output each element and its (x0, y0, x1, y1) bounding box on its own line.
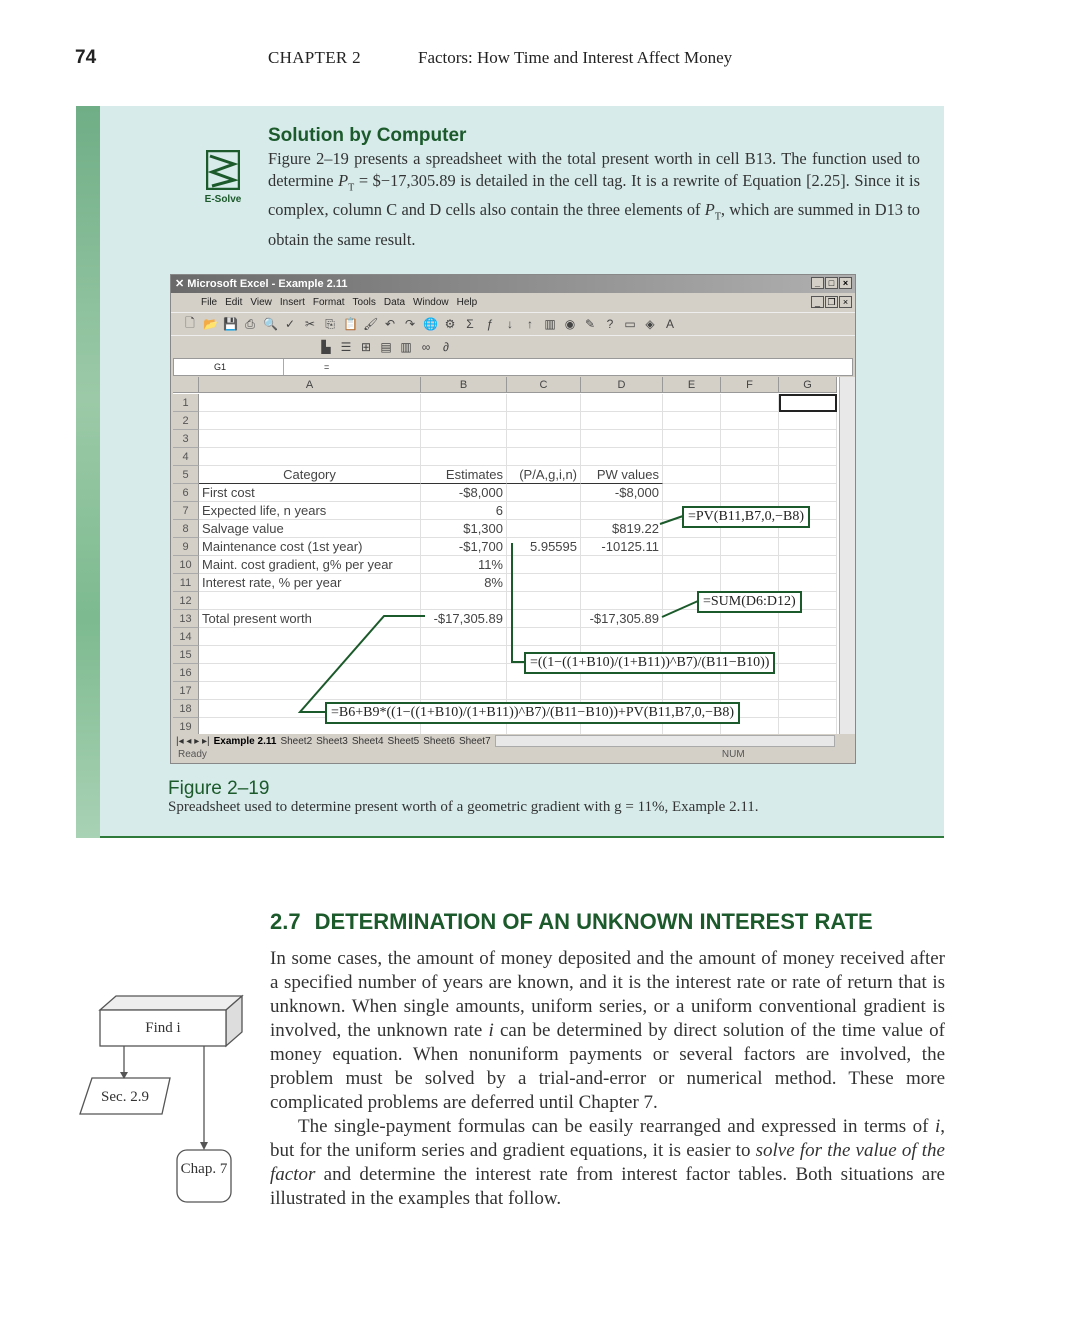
text-run: P (704, 200, 715, 220)
open-icon[interactable]: 📂 (203, 317, 218, 331)
text-run: P (338, 171, 349, 190)
save-icon[interactable]: 💾 (223, 317, 238, 331)
grid-icon[interactable]: ⊞ (360, 340, 372, 354)
leader-sum (662, 601, 698, 617)
menu-insert[interactable]: Insert (279, 297, 305, 308)
section-heading (270, 909, 887, 935)
menu-file[interactable]: File (201, 297, 218, 308)
status-text: Ready (178, 749, 207, 760)
cell-tag-geometric: =((1−((1+B10)/(1+B11))^B7)/(B11−B10)) (524, 652, 775, 674)
sort-asc-icon[interactable]: ↓ (507, 317, 513, 331)
row-header[interactable]: 2 (173, 412, 199, 430)
row-header[interactable]: 9 (173, 538, 199, 556)
cell-tag-sum: =SUM(D6:D12) (697, 591, 802, 613)
chart-type-icon[interactable]: ▙ (321, 340, 331, 354)
web-icon[interactable]: ⚙ (444, 317, 456, 331)
row-header[interactable]: 4 (173, 448, 199, 466)
cell-a5[interactable]: Category (199, 466, 421, 484)
chart-wizard-icon[interactable]: ▥ (544, 317, 556, 331)
tab-sheet6[interactable]: Sheet6 (423, 735, 455, 747)
link-icon[interactable]: ∞ (421, 340, 431, 354)
column-header-e[interactable]: E (663, 377, 721, 393)
menu-edit[interactable]: Edit (225, 297, 243, 308)
sort-desc-icon[interactable]: ↑ (527, 317, 533, 331)
doc-close-button[interactable]: × (839, 296, 852, 308)
column-header-b[interactable]: B (421, 377, 507, 393)
row-header[interactable]: 14 (173, 628, 199, 646)
row-header[interactable]: 8 (173, 520, 199, 538)
cell-tag-pv: =PV(B11,B7,0,−B8) (682, 506, 810, 528)
print-preview-icon[interactable]: 🔍 (263, 317, 278, 331)
tab-example-2-11[interactable]: Example 2.11 (213, 735, 277, 747)
cell-a11[interactable]: Interest rate, % per year (199, 574, 421, 592)
paragraph (270, 947, 945, 1115)
paste-icon[interactable]: 📋 (343, 317, 358, 331)
leader-geo (512, 543, 525, 662)
cell-d6[interactable]: -$8,000 (581, 484, 663, 502)
tab-scroll-icons[interactable]: |◂ ◂ ▸ ▸| (176, 735, 210, 747)
unlink-icon[interactable]: ∂ (443, 340, 449, 354)
column-header-c[interactable]: C (507, 377, 581, 393)
text-run: = $−17,305.89 is detailed in the cell tag. It is a rewrite of Equation [2.25]. Since it is complex, column C and D cells also contain the three elements of (268, 171, 920, 220)
tab-sheet2[interactable]: Sheet2 (280, 735, 313, 747)
cell-b5[interactable]: Estimates (421, 466, 507, 484)
figure-caption: Spreadsheet used to determine present worth of a geometric gradient with g = 11%, Example 2.11. (168, 799, 759, 815)
menu-tools[interactable]: Tools (352, 297, 376, 308)
cell-b10[interactable]: 11% (421, 556, 507, 574)
cell-b6[interactable]: -$8,000 (421, 484, 507, 502)
cell-a10[interactable]: Maint. cost gradient, g% per year (199, 556, 421, 574)
text-run: i (488, 1020, 494, 1041)
page-number: 74 (75, 47, 97, 68)
cell-a9[interactable]: Maintenance cost (1st year) (199, 538, 421, 556)
flow-sec-2-9: Sec. 2.9 (101, 1089, 149, 1105)
copy-icon[interactable]: ⎘ (325, 316, 335, 331)
text-run: can be determined by direct solution of the time value of money equation. When nonuniform payments or several factors are involved, the problem must be solved by a trial-and-error or numerical method. These more complicated problems are deferred until Chapter 7. (270, 1020, 945, 1113)
text-run: , but for the uniform series and gradient equations, it is easier to (270, 1116, 945, 1161)
column-header-g[interactable]: G (779, 377, 837, 393)
help-icon[interactable]: ? (606, 317, 614, 331)
row-header[interactable]: 16 (173, 664, 199, 682)
column-header-d[interactable]: D (581, 377, 663, 393)
text-run: , which are summed in D13 to obtain the same result. (268, 200, 920, 249)
table-icon[interactable]: ▤ (380, 340, 392, 354)
leader-pv (660, 516, 683, 524)
text-run: i (934, 1116, 941, 1137)
doc-minimize-button[interactable]: _ (811, 296, 824, 308)
window-title: Microsoft Excel - Example 2.11 (187, 278, 348, 290)
format-painter-icon[interactable]: 🖌 (363, 317, 379, 331)
columns-icon[interactable]: ▥ (400, 340, 412, 354)
minimize-button[interactable]: _ (811, 277, 824, 289)
cell-a6[interactable]: First cost (199, 484, 421, 502)
column-header-a[interactable]: A (199, 377, 421, 393)
cell-b8[interactable]: $1,300 (421, 520, 507, 538)
subscript: T (714, 211, 721, 223)
body-text (270, 947, 945, 1211)
row-header[interactable]: 12 (173, 592, 199, 610)
cell-tag-total: =B6+B9*((1−((1+B10)/(1+B11))^B7)/(B11−B10))+PV(B11,B7,0,−B8) (325, 702, 740, 724)
cut-icon[interactable]: ✂ (304, 317, 316, 331)
cell-c5[interactable]: (P/A,g,i,n) (507, 466, 581, 484)
row-header[interactable]: 10 (173, 556, 199, 574)
print-icon[interactable]: ⎙ (245, 316, 255, 331)
menu-view[interactable]: View (250, 297, 272, 308)
text-run: Figure 2–19 presents a spreadsheet with the total present worth in cell B13. The function used to determine (268, 149, 920, 190)
menu-format[interactable]: Format (312, 297, 345, 308)
row-header[interactable]: 13 (173, 610, 199, 628)
text-run: and determine the interest rate from interest factor tables. Both situations are illustrated in the examples that follow. (270, 1164, 945, 1209)
row-header[interactable]: 15 (173, 646, 199, 664)
solution-heading: Solution by Computer (268, 125, 467, 146)
cell-b11[interactable]: 8% (421, 574, 507, 592)
borders-icon[interactable]: ▭ (624, 317, 636, 331)
map-icon[interactable]: ◉ (564, 317, 576, 331)
fill-color-icon[interactable]: ◈ (645, 317, 655, 331)
doc-restore-button[interactable]: ❐ (825, 296, 838, 308)
menu-help[interactable]: Help (456, 297, 478, 308)
row-header[interactable]: 1 (173, 394, 199, 412)
cell-b9[interactable]: -$1,700 (421, 538, 507, 556)
redo-icon[interactable]: ↷ (404, 317, 416, 331)
text-run: In some cases, the amount of money deposited and the amount of money received after a specified number of years are known, and it is the interest rate or rate of return that is unknown. When single amounts, uniform series, or a uniform conventional gradient is involved, the unknown rate (270, 948, 945, 1041)
cell-b13[interactable]: -$17,305.89 (421, 610, 507, 628)
autosum-icon[interactable]: Σ (466, 317, 474, 331)
figure-label: Figure 2–19 (168, 778, 270, 799)
row-header[interactable]: 11 (173, 574, 199, 592)
cell-d8[interactable]: $819.22 (581, 520, 663, 538)
close-button[interactable]: × (839, 277, 852, 289)
tab-sheet7[interactable]: Sheet7 (458, 735, 491, 747)
undo-icon[interactable]: ↶ (384, 317, 396, 331)
name-box[interactable]: G1 (174, 359, 284, 375)
text-run: The single-payment formulas can be easily rearranged and expressed in terms of (298, 1116, 935, 1137)
menu-data[interactable]: Data (383, 297, 406, 308)
spelling-icon[interactable]: ✓ (284, 317, 296, 331)
cell-d9[interactable]: -10125.11 (581, 538, 663, 556)
tab-sheet5[interactable]: Sheet5 (387, 735, 420, 747)
text-run: solve for the value of the factor (270, 1140, 945, 1185)
cell-d13[interactable]: -$17,305.89 (581, 610, 663, 628)
paragraph (270, 1115, 945, 1211)
tab-sheet3[interactable]: Sheet3 (316, 735, 348, 747)
flow-chap-7: Chap. 7 (180, 1161, 228, 1177)
new-icon[interactable]: 🗋 (185, 315, 195, 330)
esolve-label: E-Solve (204, 194, 242, 205)
tab-sheet4[interactable]: Sheet4 (351, 735, 384, 747)
chapter-label: CHAPTER 2 (268, 48, 361, 67)
row-header[interactable]: 19 (173, 718, 199, 734)
row-header[interactable]: 7 (173, 502, 199, 520)
section-number: 2.7 (270, 909, 301, 934)
hyperlink-icon[interactable]: 🌐 (423, 317, 438, 331)
column-header-f[interactable]: F (721, 377, 779, 393)
font-color-icon[interactable]: A (665, 317, 674, 331)
flow-find-i: Find i (145, 1020, 181, 1036)
maximize-button[interactable]: □ (825, 277, 838, 289)
cell-a7[interactable]: Expected life, n years (199, 502, 421, 520)
cell-b7[interactable]: 6 (421, 502, 507, 520)
row-header[interactable]: 3 (173, 430, 199, 448)
cell-a13[interactable]: Total present worth (199, 610, 421, 628)
function-icon[interactable]: ƒ (486, 317, 494, 331)
formula-equals[interactable]: = (324, 362, 330, 372)
align-icon[interactable]: ☰ (340, 340, 352, 354)
subscript: T (348, 182, 355, 194)
row-header[interactable]: 6 (173, 484, 199, 502)
cell-a8[interactable]: Salvage value (199, 520, 421, 538)
row-header[interactable]: 17 (173, 682, 199, 700)
drawing-icon[interactable]: ✎ (584, 317, 596, 331)
running-title: Factors: How Time and Interest Affect Money (418, 48, 733, 67)
cell-d5[interactable]: PW values (581, 466, 663, 484)
row-header[interactable]: 18 (173, 700, 199, 718)
row-header[interactable]: 5 (173, 466, 199, 484)
cell-c9[interactable]: 5.95595 (507, 538, 581, 556)
excel-icon: ✕ (175, 278, 188, 290)
num-lock-indicator: NUM (721, 749, 745, 760)
menu-window[interactable]: Window (413, 297, 449, 308)
section-title: DETERMINATION OF AN UNKNOWN INTEREST RATE (314, 909, 873, 934)
leader-total (300, 616, 425, 712)
